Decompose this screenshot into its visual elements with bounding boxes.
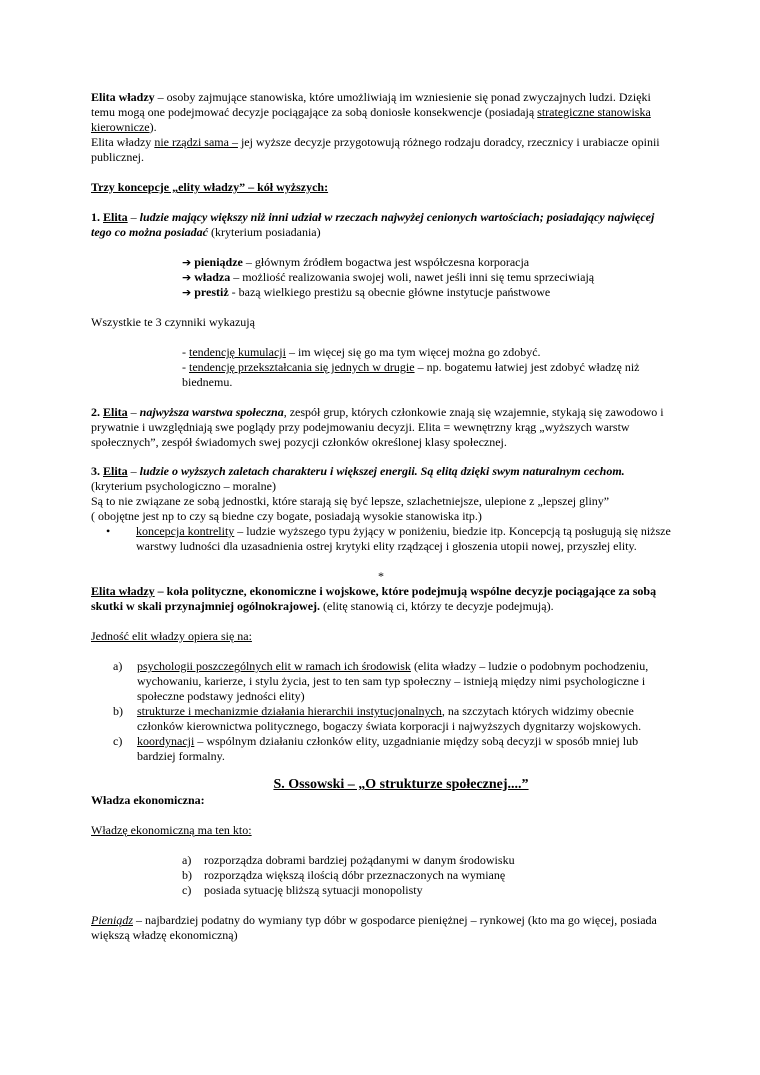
arrow-icon: ➔	[182, 286, 192, 299]
list-item: b) strukturze i mechanizmie działania hierarchii instytucjonalnych, na szczytach których widzimy obecnie członków kierownictwa politycznego, bogaczy świata korporacji i najwyższych dygnitarzy wojskowych.	[113, 704, 642, 733]
econ-title: Władzę ekonomiczną ma ten kto:	[91, 823, 252, 837]
list-item: b) rozporządza większą ilością dóbr przeznaczonych na wymianę	[182, 868, 506, 882]
arrow-icon: ➔	[182, 256, 192, 269]
list-item: ➔ władza – możliość realizowania swojej woli, nawet jeśli inni się temu sprzeciwiają	[182, 270, 595, 284]
list-item: ➔ pieniądze – głównym źródłem bogactwa jest współczesna korporacja	[182, 255, 530, 269]
list-item: c) posiada sytuację bliższą sytuacji monopolisty	[182, 883, 423, 897]
list-item: - tendencję kumulacji – im więcej się go ma tym więcej można go zdobyć.	[182, 345, 541, 359]
bullet-item-kontrelita: • koncepcja kontrelity – ludzie wyższego typu żyjący w poniżeniu, biedzie itp. Koncepcją tą posługują się niższe warstwy ludności dla uzasadnienia ostrej krytyki elity rządzącej i głoszenia utopii nowej, przyszłej elity.	[106, 524, 671, 553]
paragraph-not-rules-alone: Elita władzy nie rządzi sama – jej wyższe decyzje przygotowują różnego rodzaju doradcy, rzecznicy i urabiacze opinii publicznej.	[91, 135, 660, 164]
arrow-list	[182, 255, 671, 300]
econ-list	[182, 853, 671, 898]
section-title-three-concepts: Trzy koncepcje „elity władzy” – kół wyższych:	[91, 180, 329, 194]
bullet-icon: •	[106, 524, 111, 538]
underlined-phrase: strategiczne stanowiska kierownicze	[91, 105, 651, 134]
paragraph-elita-definition: Elita władzy – osoby zajmujące stanowiska, które umożliwiają im wzniesienie się ponad zwyczajnych ludzi. Dzięki temu mogą one podejmować decyzje pociągające za sobą doniosłe konsekwencje (posiadają strategiczne stanowiska kierownicze).	[91, 90, 651, 134]
list-item: c) koordynacji – wspólnym działaniu członków elity, uzgadnianie między sobą decyzji w sposób mniej lub bardziej formalny.	[113, 734, 639, 763]
subheading-economic-power: Władza ekonomiczna:	[91, 793, 205, 807]
concept-3-note: ( obojętne jest np to czy są biedne czy bogate, posiadają wysokie stanowiska itp.)	[91, 509, 482, 523]
asterisk-separator: *	[378, 569, 384, 583]
concept-1: 1. Elita – ludzie mający większy niż inni udział w rzeczach najwyżej cenionych wartościach; posiadający najwięcej tego co można posiadać (kryterium posiadania)	[91, 210, 655, 239]
unity-title: Jedność elit władzy opiera się na:	[91, 629, 252, 643]
list-item: a) rozporządza dobrami bardziej pożądanymi w danym środowisku	[182, 853, 515, 867]
list-item: - tendencję przekształcania się jednych w drugie – np. bogatemu łatwiej jest zdobyć władzę niż biednemu.	[182, 360, 640, 389]
list-item: a) psychologii poszczególnych elit w ramach ich środowisk (elita władzy – ludzie o podobnym pochodzeniu, wychowaniu, karierze, i stylu życia, jest to ten sam typ społeczny – istnieją między nimi psychologiczne i społeczne podstawy jedności elity)	[113, 659, 649, 703]
paragraph-elita-wladzy-def2: Elita władzy – koła polityczne, ekonomiczne i wojskowe, które podejmują wspólne decyzje pociągające za sobą skutki w skali przynajmniej ogólnokrajowej. (elitę stanowią ci, którzy te decyzje podejmują).	[91, 584, 657, 613]
arrow-icon: ➔	[182, 271, 192, 284]
section-heading-ossowski: S. Ossowski – „O strukturze społecznej....”	[273, 777, 529, 792]
concept-3-desc: Są to nie związane ze sobą jednostki, które starają się być lepsze, szlachetniejsze, ulepione z „lepszej gliny”	[91, 494, 610, 508]
unity-list	[113, 659, 671, 764]
list-item: ➔ prestiż - bazą wielkiego prestiżu są obecnie główne instytucje państwowe	[182, 285, 551, 299]
term-elita-wladzy: Elita władzy	[91, 90, 155, 104]
tendencies-list	[182, 345, 671, 390]
document-page	[91, 90, 671, 943]
concept-3-criterion: (kryterium psychologiczno – moralne)	[91, 479, 276, 493]
factors-intro: Wszystkie te 3 czynniki wykazują	[91, 315, 255, 329]
concept-2: 2. Elita – najwyższa warstwa społeczna, zespół grup, których członkowie znają się wzajemnie, stykają się zawodowo i prywatnie i uwzględniają swe poglądy przy podejmowaniu decyzji. Elita = wewnętrzny krąg „wyższych warstw społecznych”, zespół świadomych swej pozycji członków określonej klasy społecznej.	[91, 405, 664, 449]
paragraph-money: Pieniądz – najbardziej podatny do wymiany typ dóbr w gospodarce pieniężnej – rynkowej (kto ma go więcej, posiada większą władzę ekonomiczną)	[91, 913, 657, 942]
concept-3: 3. Elita – ludzie o wyższych zaletach charakteru i większej energii. Są elitą dzięki swym naturalnym cechom.	[91, 464, 625, 478]
